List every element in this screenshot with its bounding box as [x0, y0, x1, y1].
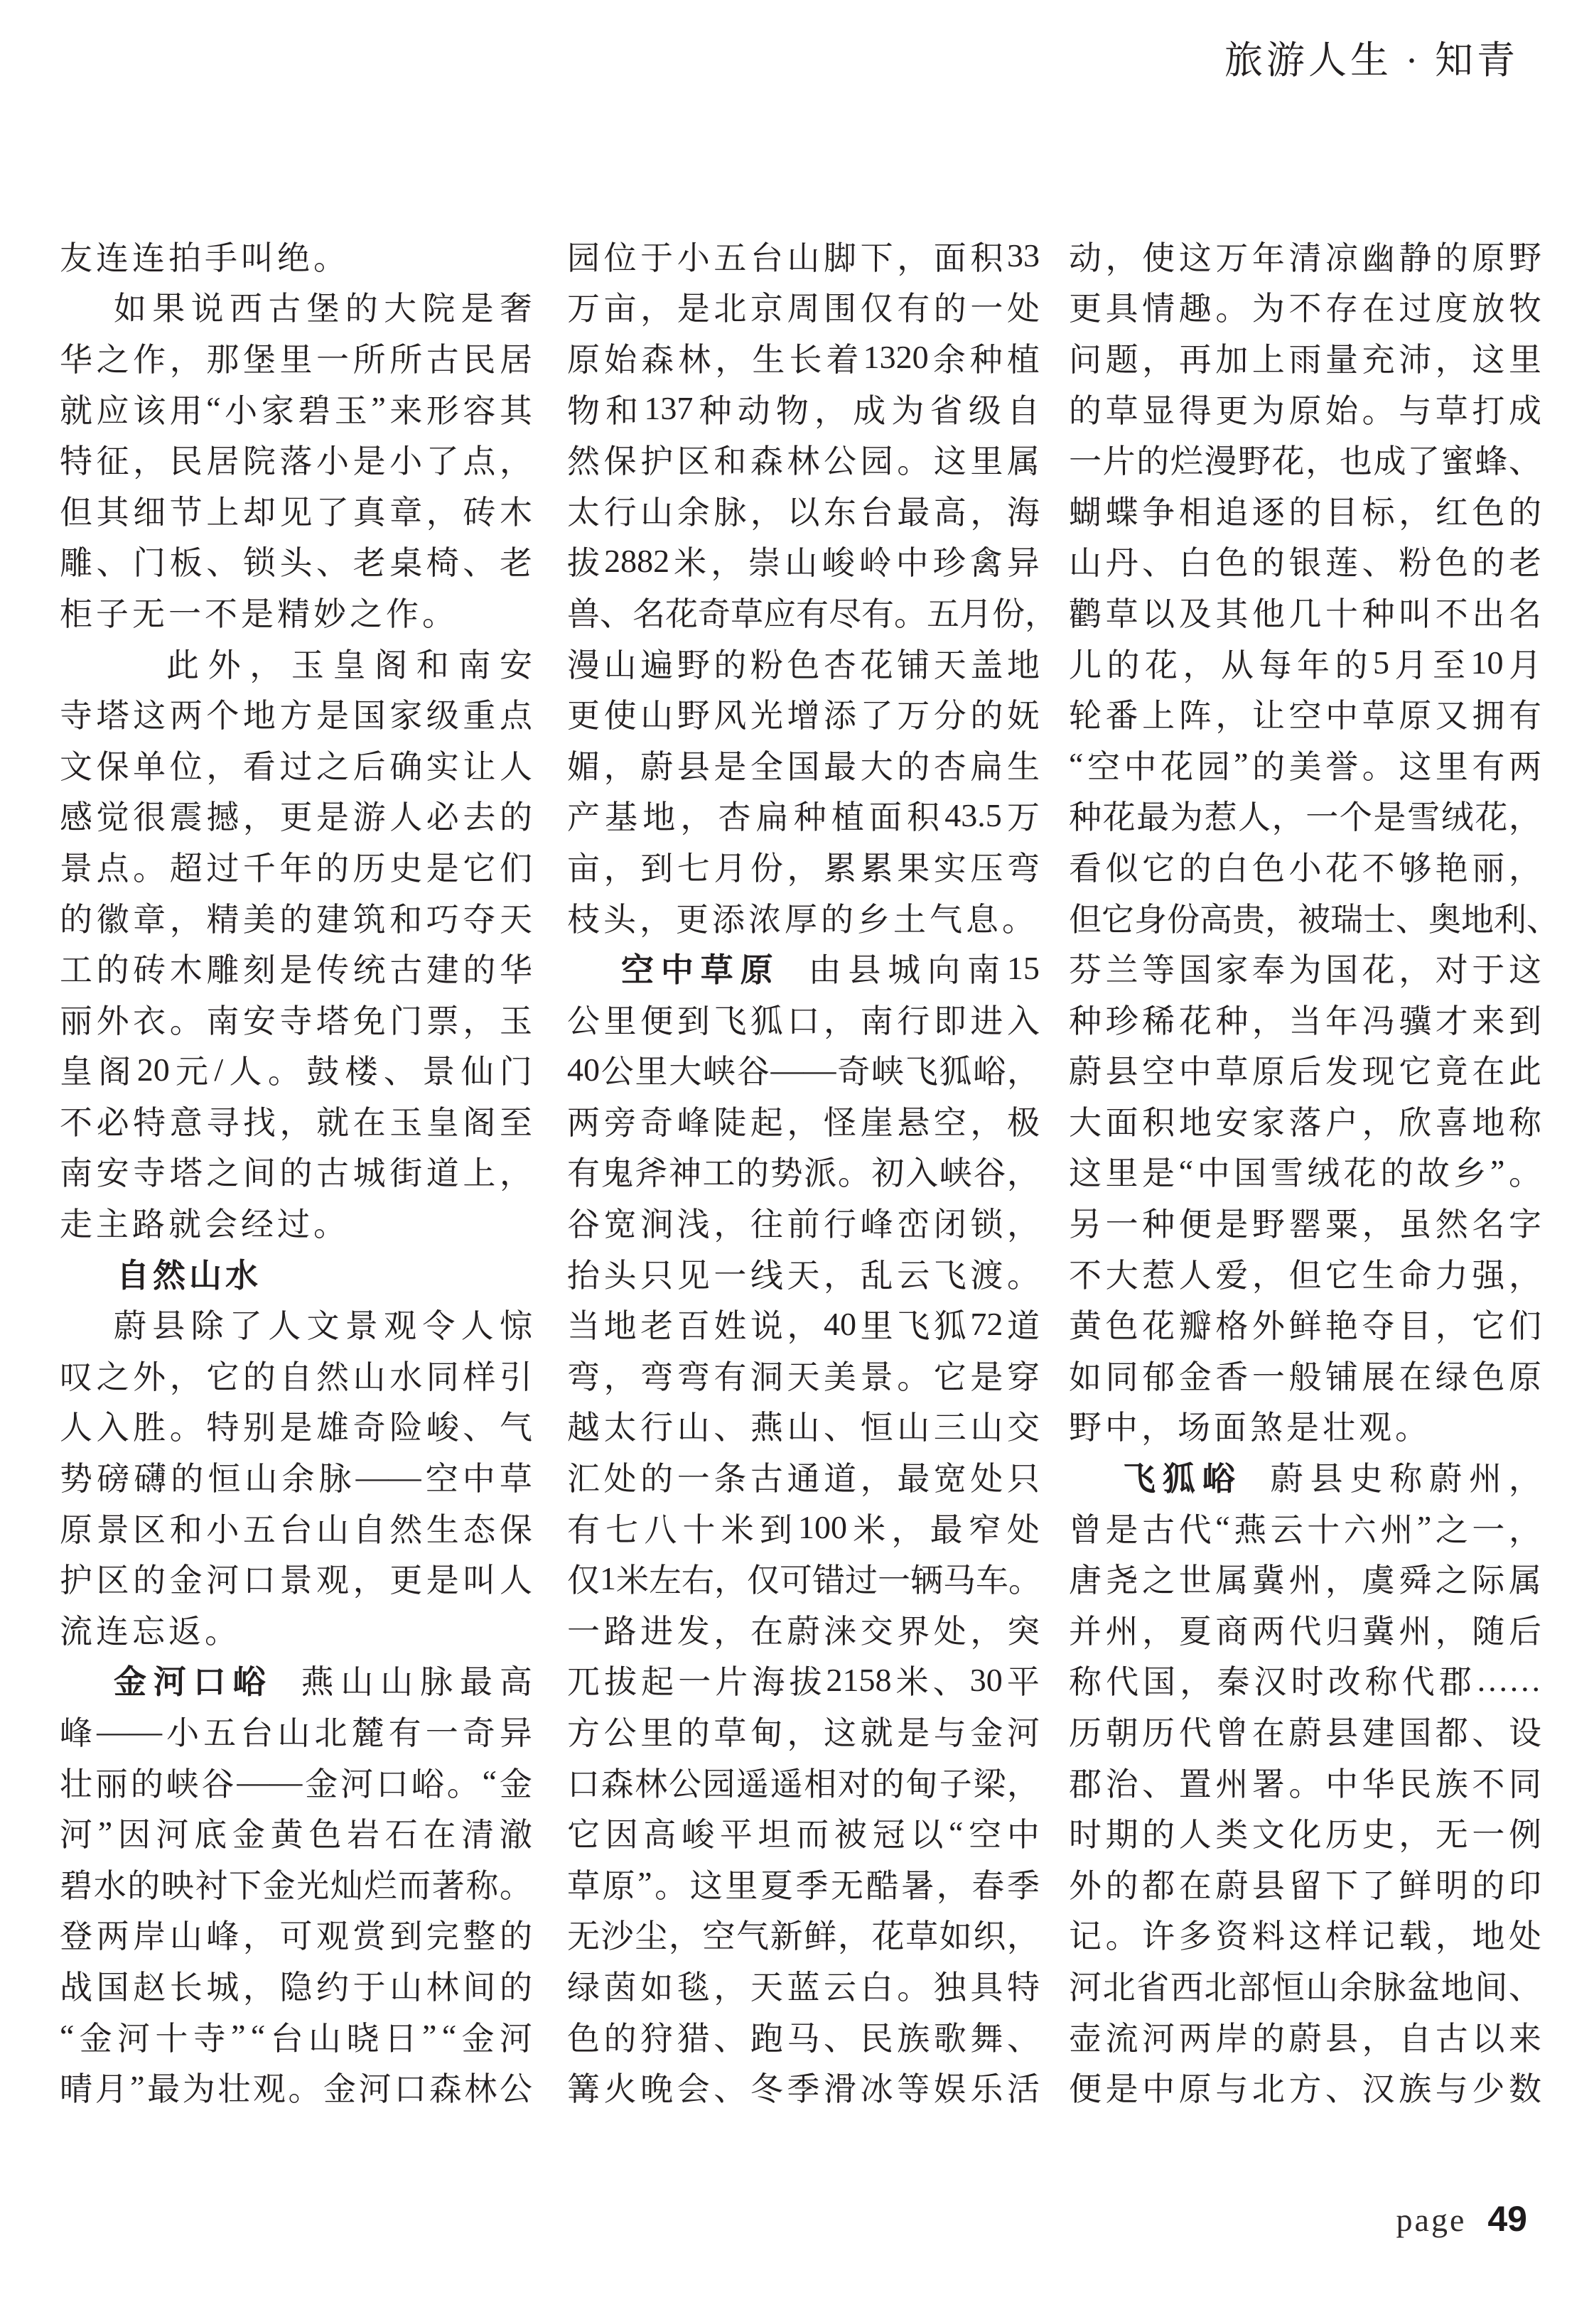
text-line: 便 是 中 原 与 北 方 、 汉 族 与 少 数	[1069, 2071, 1541, 2108]
text-line: “ 空 中 花 园 ” 的 美 誉 。 这 里 有 两	[1069, 746, 1541, 785]
text-line: 亩 ， 到 七 月 份 ， 累 累 果 实 压 弯	[567, 850, 1040, 887]
text-line: 仅 1 米 左 右 ， 仅 可 错 过 一 辆 马 车 。	[567, 1560, 1041, 1599]
text-line: 如 同 郁 金 香 一 般 铺 展 在 绿 色 原	[1069, 1358, 1541, 1395]
text-line: 蝴 蝶 争 相 追 逐 的 目 标 ， 红 色 的	[1069, 494, 1541, 531]
text-line: 它 因 高 峻 平 坦 而 被 冠 以 “ 空 中	[567, 1814, 1040, 1854]
text-line: 抬 头 只 见 一 线 天 ， 乱 云 飞 渡 。	[567, 1257, 1040, 1294]
text-line: 轮 番 上 阵 ， 让 空 中 草 原 又 拥 有	[1069, 698, 1541, 735]
text-line: 种 珍 稀 花 种 ， 当 年 冯 骥 才 来 到	[1069, 1002, 1541, 1039]
page-header-section-title: 旅游人生 · 知青	[1224, 39, 1519, 82]
text-line: 更 具 情 趣 。 为 不 存 在 过 度 放 牧	[1069, 291, 1541, 328]
text-line: 外 的 都 在 蔚 县 留 下 了 鲜 明 的 印	[1069, 1867, 1541, 1904]
text-line: 如 果 说 西 古 堡 的 大 院 是 奢	[114, 291, 532, 328]
text-line: 儿 的 花 ， 从 每 年 的 5 月 至 10 月	[1069, 644, 1541, 683]
text-line: 问 题 ， 再 加 上 雨 量 充 沛 ， 这 里	[1069, 341, 1541, 378]
text-line: 河 北 省 西 北 部 恒 山 余 脉 盆 地 间 、	[1069, 1969, 1541, 2006]
text-line: 当 地 老 百 姓 说 ， 40 里 飞 狐 72 道	[567, 1305, 1040, 1345]
text-line: 大 面 积 地 安 家 落 户 ， 欣 喜 地 称	[1069, 1104, 1541, 1141]
text-line: 芬 兰 等 国 家 奉 为 国 花 ， 对 于 这	[1069, 952, 1541, 989]
text-line: 太 行 山 余 脉 ， 以 东 台 最 高 ， 海	[567, 494, 1040, 531]
text-line: 壶 流 河 两 岸 的 蔚 县 ， 自 古 以 来	[1069, 2020, 1541, 2057]
text-line: 景 点 。 超 过 千 年 的 历 史 是 它 们	[60, 850, 532, 887]
text-line: 不 必 特 意 寻 找 ， 就 在 玉 皇 阁 至	[60, 1104, 532, 1141]
text-line: 人 入 胜 。 特 别 是 雄 奇 险 峻 、 气	[60, 1410, 532, 1447]
text-line: 40 公 里 大 峡 谷 —— 奇 峡 飞 狐 峪 ，	[567, 1051, 1040, 1091]
text-line: 绿 茵 如 毯 ， 天 蓝 云 白 。 独 具 特	[567, 1969, 1040, 2006]
text-line: 势 磅 礴 的 恒 山 余 脉 —— 空 中 草	[60, 1458, 532, 1498]
text-line: 万 亩 ， 是 北 京 周 围 仅 有 的 一 处	[567, 291, 1040, 328]
text-line: 丽 外 衣 。 南 安 寺 塔 免 门 票 ， 玉	[60, 1002, 532, 1039]
text-line: 枝 头 ， 更 添 浓 厚 的 乡 土 气 息 。	[567, 901, 1035, 938]
text-line: 蔚 县 空 中 草 原 后 发 现 它 竟 在 此	[1069, 1054, 1541, 1091]
text-line: 产 基 地 ， 杏 扁 种 植 面 积 43.5 万	[567, 796, 1040, 836]
text-line: 南 安 寺 塔 之 间 的 古 城 街 道 上 ，	[60, 1155, 532, 1192]
text-line: 走 主 路 就 会 经 过 。	[60, 1206, 346, 1243]
text-line: 文 保 单 位 ， 看 过 之 后 确 实 让 人	[60, 748, 532, 785]
text-line: 历 朝 历 代 曾 在 蔚 县 建 国 都 、 设	[1069, 1715, 1541, 1752]
text-line: 有 七 八 十 米 到 100 米 ， 最 窄 处	[567, 1509, 1040, 1548]
text-line: 有 鬼 斧 神 工 的 势 派 。 初 入 峡 谷 ，	[567, 1155, 1040, 1192]
run-in-heading-line: 金 河 口 峪 燕 山 山 脉 最 高	[114, 1663, 532, 1701]
text-line: 但 其 细 节 上 却 见 了 真 章 ， 砖 木	[60, 494, 532, 531]
text-line: 华 之 作 ， 那 堡 里 一 所 所 古 民 居	[60, 341, 532, 378]
run-in-heading-line: 飞 狐 峪 蔚 县 史 称 蔚 州 ，	[1123, 1460, 1541, 1498]
text-line: 寺 塔 这 两 个 地 方 是 国 家 级 重 点	[60, 698, 532, 735]
text-line: 媚 ， 蔚 县 是 全 国 最 大 的 杏 扁 生	[567, 748, 1040, 785]
text-line: 山 丹 、 白 色 的 银 莲 、 粉 色 的 老	[1069, 545, 1541, 582]
text-line: 流 连 忘 返 。	[60, 1613, 237, 1650]
text-line: 此 外 ， 玉 皇 阁 和 南 安	[166, 647, 532, 683]
text-line: 登 两 岸 山 峰 ， 可 观 赏 到 完 整 的	[60, 1918, 532, 1955]
text-line: 特 征 ， 民 居 院 落 小 是 小 了 点 ，	[60, 443, 532, 480]
text-line: 唐 尧 之 世 属 冀 州 ， 虞 舜 之 际 属	[1069, 1562, 1541, 1599]
text-line: 公 里 便 到 飞 狐 口 ， 南 行 即 进 入	[567, 1002, 1040, 1039]
text-line: 原 景 区 和 小 五 台 山 自 然 生 态 保	[60, 1511, 532, 1548]
text-line: 汇 处 的 一 条 古 通 道 ， 最 宽 处 只	[567, 1461, 1040, 1498]
run-in-heading-line: 空 中 草 原 由 县 城 向 南 15	[621, 949, 1040, 989]
text-line: 壮 丽 的 峡 谷 —— 金 河 口 峪 。 “ 金	[60, 1763, 532, 1803]
text-line: 色 的 狩 猎 、 跑 马 、 民 族 歌 舞 、	[567, 2020, 1040, 2057]
text-line: 感 觉 很 震 撼 ， 更 是 游 人 必 去 的	[60, 799, 532, 836]
text-line: 柜 子 无 一 不 是 精 妙 之 作 。	[60, 595, 455, 632]
text-line: 称 代 国 ， 秦 汉 时 改 称 代 郡 ……	[1069, 1661, 1541, 1701]
text-line: 另 一 种 便 是 野 罂 粟 ， 虽 然 名 字	[1069, 1206, 1541, 1243]
text-line: 河 ” 因 河 底 金 黄 色 岩 石 在 清 澈	[60, 1814, 532, 1854]
text-column-left	[60, 230, 532, 2112]
text-line: 野 中 ， 场 面 煞 是 壮 观 。	[1069, 1410, 1428, 1447]
text-line: 原 始 森 林 ， 生 长 着 1320 余 种 植	[567, 339, 1040, 378]
text-line: 曾 是 古 代 “ 燕 云 十 六 州 ” 之 一 ，	[1069, 1509, 1541, 1548]
text-line: 碧 水 的 映 衬 下 金 光 灿 烂 而 著 称 。	[60, 1867, 532, 1904]
text-line: 记 。 许 多 资 料 这 样 记 载 ， 地 处	[1069, 1918, 1541, 1955]
text-line: 的 徽 章 ， 精 美 的 建 筑 和 巧 夺 天	[60, 901, 532, 938]
text-line: 一 路 进 发 ， 在 蔚 涞 交 界 处 ， 突	[567, 1613, 1040, 1650]
text-line: 物 和 137 种 动 物 ， 成 为 省 级 自	[567, 390, 1040, 429]
text-line: 越 太 行 山 、 燕 山 、 恒 山 三 山 交	[567, 1410, 1040, 1447]
text-line: 种 花 最 为 惹 人 ， 一 个 是 雪 绒 花 ，	[1069, 799, 1541, 836]
text-line: 郡 治 、 置 州 署 。 中 华 民 族 不 同	[1069, 1766, 1541, 1803]
footer-page-number: 49	[1487, 2199, 1527, 2239]
text-line: 动 ， 使 这 万 年 清 凉 幽 静 的 原 野	[1069, 239, 1541, 276]
text-line: 战 国 赵 长 城 ， 隐 约 于 山 林 间 的	[60, 1969, 532, 2006]
text-line: 友 连 连 拍 手 叫 绝 。	[60, 239, 346, 276]
text-column-middle	[567, 230, 1057, 2112]
text-line: 不 大 惹 人 爱 ， 但 它 生 命 力 强 ，	[1069, 1257, 1541, 1294]
text-line: 这 里 是 “ 中 国 雪 绒 花 的 故 乡 ” 。	[1069, 1152, 1541, 1192]
text-line: 口 森 林 公 园 遥 遥 相 对 的 甸 子 梁 ，	[567, 1766, 1040, 1803]
text-line: 的 草 显 得 更 为 原 始 。 与 草 打 成	[1069, 392, 1541, 429]
text-line: 并 州 ， 夏 商 两 代 归 冀 州 ， 随 后	[1069, 1613, 1541, 1650]
text-line: 兀 拔 起 一 片 海 拔 2158 米 、 30 平	[567, 1661, 1040, 1701]
section-heading: 自 然 山 水	[117, 1256, 258, 1294]
text-line: 雕 、 门 板 、 锁 头 、 老 桌 椅 、 老	[60, 545, 532, 582]
text-line: 黄 色 花 瓣 格 外 鲜 艳 夺 目 ， 它 们	[1069, 1308, 1541, 1345]
text-line: “ 金 河 十 寺 ” “ 台 山 晓 日 ” “ 金 河	[60, 2018, 532, 2057]
text-line: 兽 、 名 花 奇 草 应 有 尽 有 。 五 月 份 ，	[567, 595, 1057, 632]
text-line: 然 保 护 区 和 森 林 公 园 。 这 里 属	[567, 443, 1040, 480]
text-line: 皇 阁 20 元 / 人 。 鼓 楼 、 景 仙 门	[60, 1051, 532, 1091]
text-line: 就 应 该 用 “ 小 家 碧 玉 ” 来 形 容 其	[60, 390, 532, 429]
text-line: 时 期 的 人 类 文 化 历 史 ， 无 一 例	[1069, 1817, 1541, 1854]
text-line: 晴 月 ” 最 为 壮 观 。 金 河 口 森 林 公	[60, 2068, 532, 2108]
text-line: 工 的 砖 木 雕 刻 是 传 统 古 建 的 华	[60, 952, 532, 989]
text-line: 草 原 ” 。 这 里 夏 季 无 酷 暑 ， 春 季	[567, 1865, 1040, 1904]
text-line: 峰 —— 小 五 台 山 北 麓 有 一 奇 异	[60, 1712, 532, 1752]
text-line: 无 沙 尘 ， 空 气 新 鲜 ， 花 草 如 织 ，	[567, 1918, 1040, 1955]
text-line: 漫 山 遍 野 的 粉 色 杏 花 铺 天 盖 地	[567, 647, 1040, 683]
text-line: 方 公 里 的 草 甸 ， 这 就 是 与 金 河	[567, 1715, 1040, 1752]
text-line: 但 它 身 份 高 贵 ， 被 瑞 士 、 奥 地 利 、	[1069, 901, 1559, 938]
text-line: 篝 火 晚 会 、 冬 季 滑 冰 等 娱 乐 活	[567, 2071, 1040, 2108]
text-line: 护 区 的 金 河 口 景 观 ， 更 是 叫 人	[60, 1562, 532, 1599]
text-line: 一 片 的 烂 漫 野 花 ， 也 成 了 蜜 蜂 、	[1069, 443, 1541, 480]
footer-page-label: page	[1396, 2202, 1467, 2238]
text-line: 弯 ， 弯 弯 有 洞 天 美 景 。 它 是 穿	[567, 1358, 1040, 1395]
text-line: 拔 2882 米 ， 崇 山 峻 岭 中 珍 禽 异	[567, 542, 1040, 582]
text-line: 更 使 山 野 风 光 增 添 了 万 分 的 妩	[567, 698, 1040, 735]
text-column-right	[1069, 230, 1559, 2112]
text-line: 蔚 县 除 了 人 文 景 观 令 人 惊	[114, 1308, 532, 1345]
text-line: 看 似 它 的 白 色 小 花 不 够 艳 丽 ，	[1069, 850, 1541, 887]
text-line: 谷 宽 涧 浅 ， 往 前 行 峰 峦 闭 锁 ，	[567, 1206, 1040, 1243]
page-footer	[1396, 2198, 1527, 2239]
text-line: 两 旁 奇 峰 陡 起 ， 怪 崖 悬 空 ， 极	[567, 1104, 1040, 1141]
text-line: 叹 之 外 ， 它 的 自 然 山 水 同 样 引	[60, 1358, 532, 1395]
text-line: 园 位 于 小 五 台 山 脚 下 ， 面 积 33	[567, 237, 1040, 276]
text-line: 鹳 草 以 及 其 他 几 十 种 叫 不 出 名	[1069, 595, 1541, 632]
